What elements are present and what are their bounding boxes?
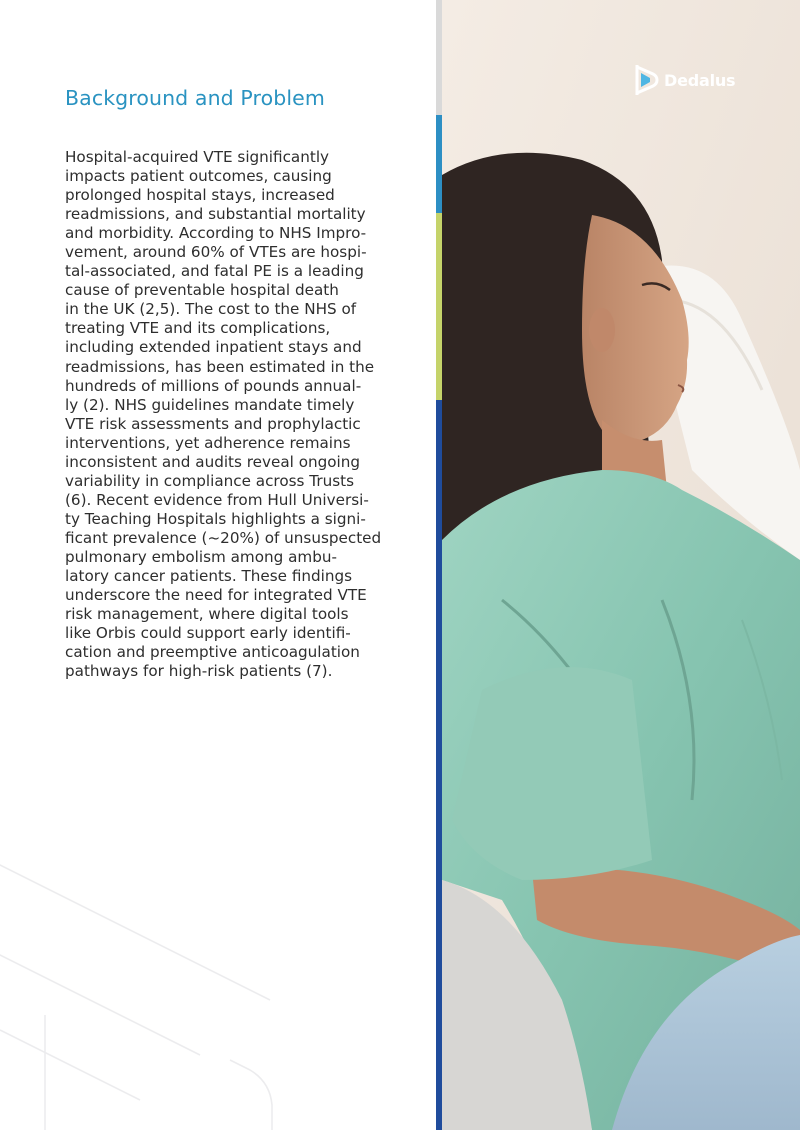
body-line: risk management, where digital tools (65, 605, 349, 624)
dedalus-logo (634, 63, 735, 97)
body-line: in the UK (2,5). The cost to the NHS of (65, 300, 357, 319)
patient-photo (442, 0, 800, 1130)
body-line: (6). Recent evidence from Hull Universi- (65, 490, 369, 509)
body-line: and morbidity. According to NHS Impro- (65, 224, 367, 243)
section-heading: Background and Problem (65, 86, 325, 110)
watermark-logo-outline (0, 850, 438, 1130)
dedalus-logo-icon (634, 63, 660, 97)
body-line: vement, around 60% of VTEs are hospi- (65, 243, 367, 262)
body-line: hundreds of millions of pounds annual- (65, 376, 362, 395)
body-line: impacts patient outcomes, causing (65, 167, 332, 186)
body-line: readmissions, and substantial mortality (65, 205, 366, 224)
body-line: ty Teaching Hospitals highlights a signi- (65, 509, 366, 528)
body-line: VTE risk assessments and prophylactic (65, 414, 361, 433)
body-line: tal-associated, and fatal PE is a leading (65, 262, 364, 281)
body-line: cation and preemptive anticoagulation (65, 643, 360, 662)
body-paragraph (65, 148, 405, 681)
body-line: treating VTE and its complications, (65, 319, 331, 338)
body-line: interventions, yet adherence remains (65, 433, 351, 452)
body-line: variability in compliance across Trusts (65, 471, 354, 490)
body-line: prolonged hospital stays, increased (65, 186, 335, 205)
body-line: Hospital-acquired VTE significantly (65, 148, 330, 166)
body-line: cause of preventable hospital death (65, 281, 339, 300)
body-line: readmissions, has been estimated in the (65, 357, 375, 376)
body-line: latory cancer patients. These findings (65, 567, 353, 586)
dedalus-logo-text: Dedalus (664, 70, 736, 90)
body-line: ly (2). NHS guidelines mandate timely (65, 395, 355, 414)
body-line: ficant prevalence (~20%) of unsuspected (65, 528, 382, 547)
body-line: inconsistent and audits reveal ongoing (65, 452, 361, 471)
body-line: pathways for high-risk patients (7). (65, 662, 333, 681)
body-line: including extended inpatient stays and (65, 338, 362, 357)
body-line: underscore the need for integrated VTE (65, 586, 367, 605)
body-line: pulmonary embolism among ambu- (65, 547, 337, 566)
body-line: like Orbis could support early identifi- (65, 624, 351, 643)
